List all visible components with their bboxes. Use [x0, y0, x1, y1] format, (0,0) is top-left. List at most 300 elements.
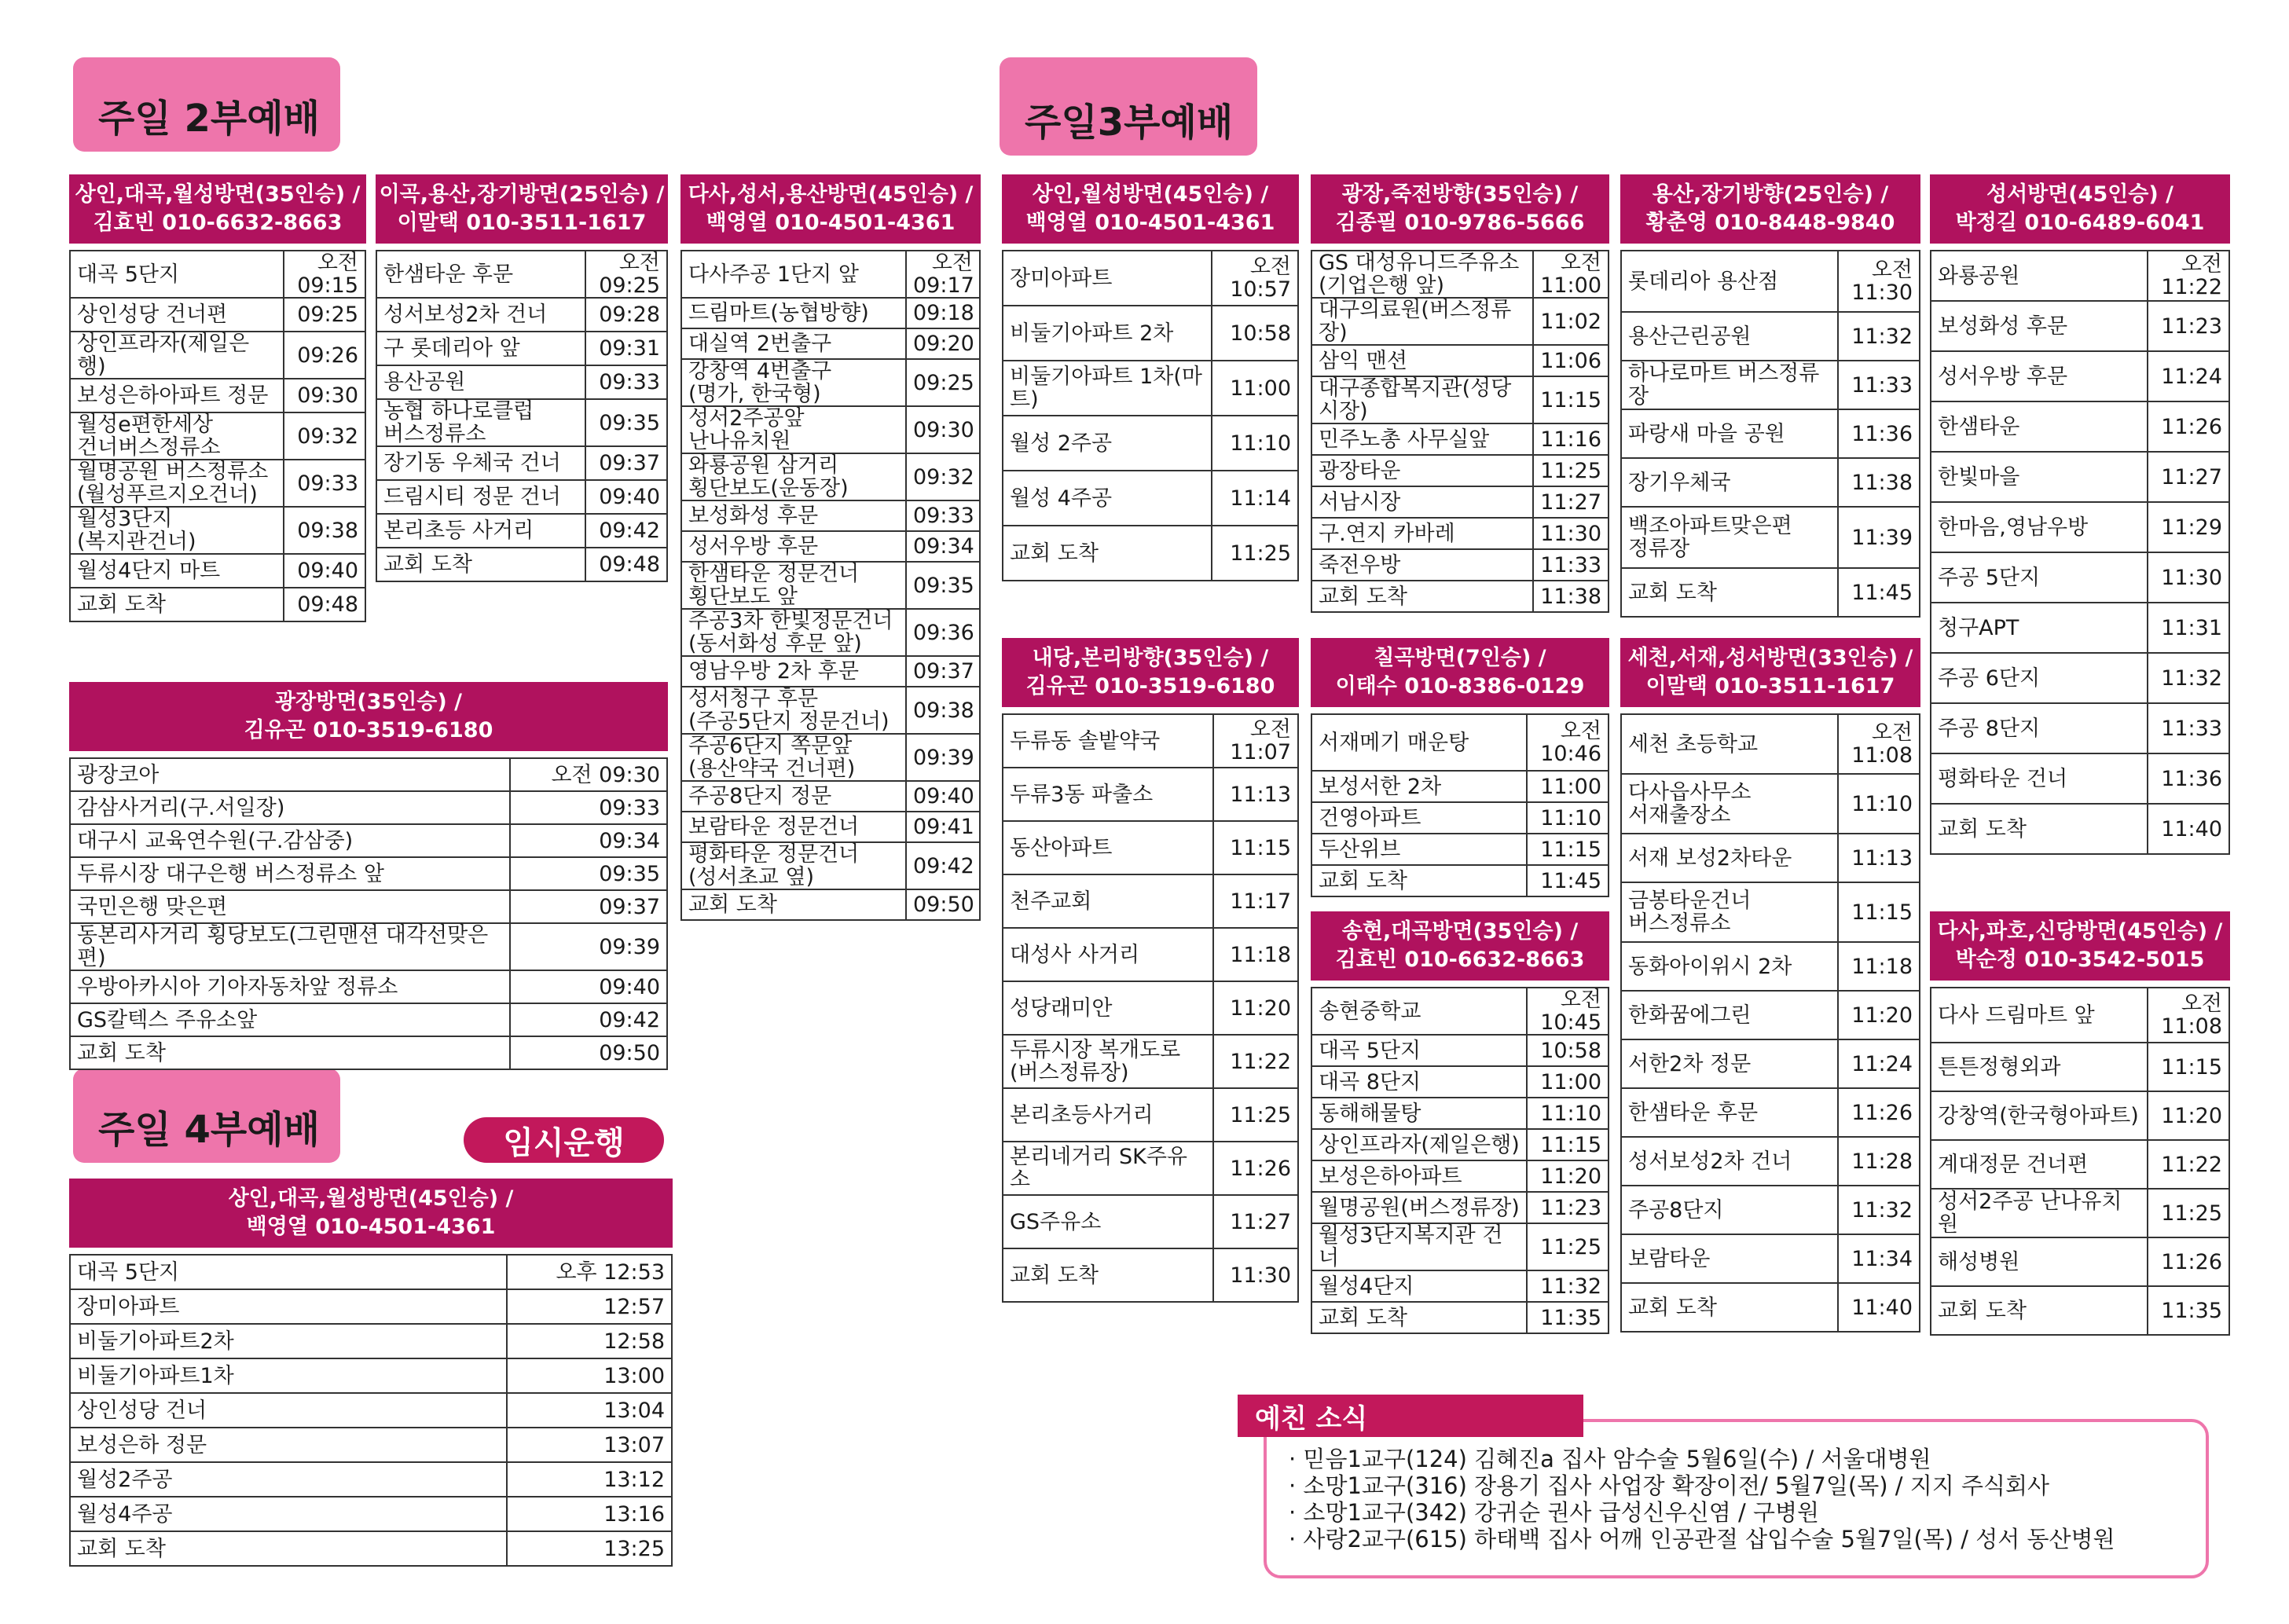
table-row — [1621, 507, 1920, 568]
stop-name: 와룡공원 삼거리 횡단보도(운동장) — [681, 453, 906, 500]
stop-time: 11:25 — [1212, 526, 1298, 581]
stop-time: 11:31 — [2148, 603, 2229, 653]
stop-time: 오전 11:22 — [2148, 251, 2229, 301]
stop-name: 두류3동 파출소 — [1003, 768, 1213, 821]
stop-name: 월성3단지복지관 건너 — [1311, 1223, 1527, 1270]
stop-time: 11:13 — [1213, 768, 1298, 821]
table-row — [1311, 1160, 1609, 1192]
table-row — [1621, 774, 1920, 834]
stop-time: 09:48 — [284, 588, 365, 621]
stop-time: 11:15 — [1527, 834, 1609, 865]
stop-name: 본리네거리 SK주유소 — [1003, 1142, 1213, 1195]
stop-time: 11:10 — [1212, 416, 1298, 471]
table-row — [1003, 1142, 1298, 1195]
stop-time: 09:35 — [510, 857, 667, 890]
route-card — [69, 1179, 673, 1567]
stop-time: 09:41 — [906, 812, 980, 842]
stop-time: 11:15 — [2148, 1043, 2229, 1091]
stop-table — [1311, 987, 1609, 1334]
stop-time: 09:40 — [585, 480, 667, 514]
stop-name: 보람타운 정문건너 — [681, 812, 906, 842]
stop-name: 구.연지 카바레 — [1311, 518, 1533, 549]
route-header — [1620, 638, 1920, 707]
stop-name: 한샘타운 후문 — [1621, 1088, 1838, 1137]
stop-table — [680, 250, 981, 921]
stop-name: 와룡공원 — [1931, 251, 2148, 301]
table-row — [1621, 1137, 1920, 1186]
table-row — [376, 480, 667, 514]
stop-name: 보성화성 후문 — [681, 500, 906, 531]
route-header — [1930, 911, 2230, 981]
stop-time: 09:39 — [510, 923, 667, 970]
stop-name: 월명공원 버스정류소 (월성푸르지오건너) — [70, 460, 284, 507]
stop-name: 비둘기아파트1차 — [70, 1358, 507, 1393]
stop-name: 성서보성2차 건너 — [1621, 1137, 1838, 1186]
table-row — [70, 298, 365, 332]
table-row — [1003, 981, 1298, 1035]
route-name: 다사,파호,신당방면(45인승) / — [1937, 919, 2223, 944]
route-header — [69, 1179, 673, 1248]
table-row — [1003, 768, 1298, 821]
table-row — [1621, 882, 1920, 942]
stop-name: 다사읍사무소 서재출장소 — [1621, 774, 1838, 834]
table-row — [376, 251, 667, 298]
stop-name: 다사 드림마트 앞 — [1931, 988, 2148, 1043]
stop-name: 파랑새 마을 공원 — [1621, 409, 1838, 458]
stop-time: 09:30 — [284, 379, 365, 412]
table-row — [1621, 991, 1920, 1039]
route-name: 송현,대곡방면(35인승) / — [1341, 919, 1579, 944]
table-row — [376, 365, 667, 399]
table-row — [70, 1428, 672, 1462]
route-header — [680, 174, 981, 244]
table-row — [1931, 552, 2229, 603]
route-header — [1311, 638, 1609, 707]
route-name: 성서방면(45인승) / — [1986, 182, 2173, 207]
table-row — [1621, 942, 1920, 991]
stop-table — [1311, 250, 1609, 613]
table-row — [1621, 361, 1920, 409]
stop-time: 09:32 — [906, 453, 980, 500]
route-header — [1002, 638, 1299, 707]
stop-time: 10:58 — [1212, 306, 1298, 361]
stop-time: 11:28 — [1838, 1137, 1920, 1186]
stop-name: 우방아카시아 기아자동차앞 정류소 — [70, 970, 510, 1003]
stop-name: GS 대성유니드주유소 (기업은행 앞) — [1311, 251, 1533, 298]
stop-name: 대곡 5단지 — [1311, 1035, 1527, 1066]
stop-time: 11:27 — [2148, 452, 2229, 502]
stop-name: 해성병원 — [1931, 1237, 2148, 1286]
table-row — [681, 328, 980, 359]
stop-time: 오전 11:00 — [1533, 251, 1609, 298]
table-row — [681, 889, 980, 920]
stop-time: 12:58 — [507, 1324, 672, 1358]
stop-name: 주공 8단지 — [1931, 703, 2148, 753]
stop-name: 교회 도착 — [1311, 1302, 1527, 1333]
table-row — [1931, 1043, 2229, 1091]
stop-name: 성당래미안 — [1003, 981, 1213, 1035]
stop-time: 오전 11:08 — [1838, 714, 1920, 774]
table-row — [1931, 1189, 2229, 1237]
stop-time: 11:00 — [1527, 1066, 1609, 1098]
stop-time: 11:26 — [2148, 1237, 2229, 1286]
stop-name: 주공6단지 쪽문앞 (용산약국 건너편) — [681, 734, 906, 781]
stop-time: 오전 11:07 — [1213, 714, 1298, 768]
table-row — [376, 399, 667, 446]
table-row — [1931, 351, 2229, 401]
news-item: · 소망1교구(316) 장용기 집사 사업장 확장이전/ 5월7일(목) / 지지 주식회사 — [1289, 1472, 2050, 1499]
stop-name: 국민은행 맞은편 — [70, 890, 510, 923]
route-header — [69, 682, 668, 751]
stop-time: 11:10 — [1527, 1098, 1609, 1129]
stop-time: 09:37 — [510, 890, 667, 923]
table-row — [1003, 1248, 1298, 1302]
route-card — [1311, 174, 1609, 613]
route-name: 상인,대곡,월성방면(45인승) / — [228, 1186, 514, 1211]
stop-name: 교회 도착 — [1311, 581, 1533, 612]
stop-time: 11:36 — [1838, 409, 1920, 458]
route-name: 이곡,용산,장기방면(25인승) / — [379, 182, 665, 207]
stop-name: 교회 도착 — [70, 1531, 507, 1566]
table-row — [70, 251, 365, 298]
route-card — [1311, 911, 1609, 1334]
table-row — [1003, 874, 1298, 928]
stop-name: 성서2주공앞 난나유치원 — [681, 406, 906, 453]
table-row — [70, 1462, 672, 1497]
table-row — [1311, 1129, 1609, 1160]
service-4-title: 주일 4부예배 — [98, 1108, 320, 1152]
stop-name: 월성2주공 — [70, 1462, 507, 1497]
stop-time: 09:39 — [906, 734, 980, 781]
service-2-title: 주일 2부예배 — [98, 97, 320, 141]
table-row — [70, 890, 667, 923]
table-row — [70, 1324, 672, 1358]
table-row — [70, 758, 667, 791]
stop-time: 10:58 — [1527, 1035, 1609, 1066]
stop-time: 11:27 — [1213, 1195, 1298, 1248]
stop-name: 주공8단지 정문 — [681, 781, 906, 812]
stop-time: 11:35 — [1527, 1302, 1609, 1333]
stop-name: 상인성당 건너 — [70, 1393, 507, 1428]
stop-name: 광장코아 — [70, 758, 510, 791]
stop-time: 오후 12:53 — [507, 1255, 672, 1289]
table-row — [1311, 298, 1609, 345]
table-row — [1621, 568, 1920, 617]
stop-name: 월성4단지 — [1311, 1270, 1527, 1302]
stop-name: 서남시장 — [1311, 486, 1533, 518]
stop-name: 월성3단지 (복지관건너) — [70, 507, 284, 554]
driver-contact: 박정길 010-6489-6041 — [1955, 211, 2205, 235]
table-row — [70, 824, 667, 857]
table-row — [70, 1003, 667, 1036]
route-name: 다사,성서,용산방면(45인승) / — [688, 182, 974, 207]
service-3-banner — [1000, 57, 1257, 156]
route-card — [680, 174, 981, 921]
table-row — [1931, 251, 2229, 301]
stop-time: 09:34 — [510, 824, 667, 857]
route-name: 칠곡방면(7인승) / — [1374, 646, 1546, 670]
table-row — [1311, 376, 1609, 423]
table-row — [1003, 821, 1298, 874]
stop-name: 성서우방 후문 — [681, 531, 906, 562]
table-row — [1311, 345, 1609, 376]
stop-time: 13:25 — [507, 1531, 672, 1566]
stop-time: 11:10 — [1838, 774, 1920, 834]
route-name: 용산,장기방향(25인승) / — [1652, 182, 1889, 207]
driver-contact: 김효빈 010-6632-8663 — [93, 211, 343, 235]
stop-time: 11:16 — [1533, 423, 1609, 455]
stop-name: 평화타운 건너 — [1931, 753, 2148, 804]
stop-name: 교회 도착 — [1003, 526, 1212, 581]
stop-name: 동산아파트 — [1003, 821, 1213, 874]
table-row — [376, 332, 667, 365]
driver-contact: 이태수 010-8386-0129 — [1335, 674, 1585, 698]
stop-time: 11:30 — [1533, 518, 1609, 549]
stop-time: 11:00 — [1527, 771, 1609, 802]
stop-name: 대곡 5단지 — [70, 251, 284, 298]
table-row — [1311, 581, 1609, 612]
stop-time: 오전 10:45 — [1527, 988, 1609, 1035]
stop-time: 09:37 — [906, 656, 980, 687]
stop-name: 서한2차 정문 — [1621, 1039, 1838, 1088]
table-row — [681, 500, 980, 531]
stop-name: 교회 도착 — [70, 1036, 510, 1069]
stop-table — [1930, 250, 2230, 855]
stop-name: 교회 도착 — [1003, 1248, 1213, 1302]
route-card — [376, 174, 668, 582]
stop-time: 11:25 — [2148, 1189, 2229, 1237]
table-row — [681, 687, 980, 734]
table-row — [1311, 714, 1609, 771]
service-2-banner — [73, 57, 340, 152]
stop-name: 비둘기아파트 2차 — [1003, 306, 1212, 361]
table-row — [1931, 401, 2229, 452]
table-row — [70, 1255, 672, 1289]
stop-time: 11:27 — [1533, 486, 1609, 518]
stop-table — [1620, 250, 1920, 618]
stop-name: 평화타운 정문건너 (성서초교 옆) — [681, 842, 906, 889]
stop-table — [69, 757, 668, 1070]
table-row — [1621, 458, 1920, 507]
stop-time: 11:38 — [1838, 458, 1920, 507]
stop-time: 11:14 — [1212, 471, 1298, 526]
table-row — [681, 453, 980, 500]
stop-name: 광장타운 — [1311, 455, 1533, 486]
stop-name: 천주교회 — [1003, 874, 1213, 928]
stop-time: 11:34 — [1838, 1234, 1920, 1283]
stop-table — [1311, 713, 1609, 897]
table-row — [1621, 251, 1920, 312]
temporary-service-badge: 임시운행 — [464, 1117, 664, 1163]
stop-name: 영남우방 2차 후문 — [681, 656, 906, 687]
table-row — [70, 412, 365, 460]
stop-time: 09:33 — [585, 365, 667, 399]
stop-time: 11:24 — [2148, 351, 2229, 401]
table-row — [1931, 502, 2229, 552]
stop-time: 11:13 — [1838, 834, 1920, 882]
stop-time: 11:40 — [1838, 1283, 1920, 1332]
table-row — [70, 1036, 667, 1069]
stop-time: 11:32 — [2148, 653, 2229, 703]
table-row — [1621, 1186, 1920, 1234]
stop-time: 11:32 — [1838, 1186, 1920, 1234]
route-card — [1930, 174, 2230, 855]
table-row — [376, 514, 667, 548]
route-name: 상인,대곡,월성방면(35인승) / — [75, 182, 361, 207]
stop-name: 교회 도착 — [681, 889, 906, 920]
route-card — [1002, 638, 1299, 1303]
stop-name: 월명공원(버스정류장) — [1311, 1192, 1527, 1223]
stop-name: 본리초등사거리 — [1003, 1088, 1213, 1142]
stop-table — [376, 250, 668, 582]
table-row — [1311, 771, 1609, 802]
table-row — [70, 923, 667, 970]
table-row — [1311, 1223, 1609, 1270]
stop-name: 건영아파트 — [1311, 802, 1527, 834]
stop-time: 오전 09:25 — [585, 251, 667, 298]
stop-name: 대성사 사거리 — [1003, 928, 1213, 981]
stop-time: 13:07 — [507, 1428, 672, 1462]
route-header — [1311, 911, 1609, 981]
route-card — [1311, 638, 1609, 897]
stop-time: 오전 10:57 — [1212, 251, 1298, 306]
stop-name: 강창역 4번출구 (명가, 한국형) — [681, 359, 906, 406]
stop-time: 11:22 — [1213, 1035, 1298, 1088]
driver-contact: 김유곤 010-3519-6180 — [244, 718, 493, 742]
stop-name: 동본리사거리 횡당보도(그린맨션 대각선맞은편) — [70, 923, 510, 970]
table-row — [681, 656, 980, 687]
stop-name: 송현중학교 — [1311, 988, 1527, 1035]
stop-name: 롯데리아 용산점 — [1621, 251, 1838, 312]
route-name: 세천,서재,성서방면(33인승) / — [1627, 646, 1913, 670]
stop-name: 청구APT — [1931, 603, 2148, 653]
news-title: 예친 소식 — [1238, 1395, 1583, 1437]
stop-name: 상인성당 건너편 — [70, 298, 284, 332]
stop-name: 한샘타운 후문 — [376, 251, 585, 298]
stop-time: 09:40 — [906, 781, 980, 812]
stop-name: GS주유소 — [1003, 1195, 1213, 1248]
driver-contact: 김유곤 010-3519-6180 — [1025, 674, 1275, 698]
table-row — [1003, 1035, 1298, 1088]
stop-time: 11:26 — [1838, 1088, 1920, 1137]
stop-time: 09:42 — [906, 842, 980, 889]
table-row — [1931, 653, 2229, 703]
stop-time: 09:38 — [284, 507, 365, 554]
table-row — [70, 588, 365, 621]
route-name: 광장,죽전방향(35인승) / — [1341, 182, 1579, 207]
stop-name: 백조아파트맞은편 정류장 — [1621, 507, 1838, 568]
news-item: · 사랑2교구(615) 하태백 집사 어깨 인공관절 삽입수술 5월7일(목) / 성서 동산병원 — [1289, 1526, 2115, 1553]
table-row — [1931, 1091, 2229, 1140]
table-row — [1003, 251, 1298, 306]
stop-time: 09:28 — [585, 298, 667, 332]
table-row — [1621, 1039, 1920, 1088]
stop-time: 13:00 — [507, 1358, 672, 1393]
stop-name: 교회 도착 — [1311, 865, 1527, 896]
table-row — [1621, 312, 1920, 361]
stop-name: 장미아파트 — [1003, 251, 1212, 306]
stop-time: 11:33 — [1838, 361, 1920, 409]
stop-name: 두류동 솔밭약국 — [1003, 714, 1213, 768]
route-header — [69, 174, 366, 244]
driver-contact: 이말택 010-3511-1617 — [1645, 674, 1895, 698]
table-row — [70, 1289, 672, 1324]
stop-name: 한빛마을 — [1931, 452, 2148, 502]
stop-name: 두산위브 — [1311, 834, 1527, 865]
stop-name: 주공3차 한빛정문건너 (동서화성 후문 앞) — [681, 609, 906, 656]
table-row — [1931, 1140, 2229, 1189]
stop-time: 11:18 — [1213, 928, 1298, 981]
stop-name: 대구의료원(버스정류장) — [1311, 298, 1533, 345]
table-row — [681, 609, 980, 656]
stop-time: 11:40 — [2148, 804, 2229, 854]
stop-name: 장미아파트 — [70, 1289, 507, 1324]
stop-table — [1930, 987, 2230, 1336]
table-row — [1311, 802, 1609, 834]
stop-time: 13:16 — [507, 1497, 672, 1531]
stop-name: 동화아이위시 2차 — [1621, 942, 1838, 991]
table-row — [1311, 1098, 1609, 1129]
table-row — [70, 332, 365, 379]
stop-name: 상인프라자(제일은행) — [1311, 1129, 1527, 1160]
table-row — [1311, 518, 1609, 549]
stop-name: 구 롯데리아 앞 — [376, 332, 585, 365]
stop-name: 다사주공 1단지 앞 — [681, 251, 906, 298]
stop-name: 대곡 8단지 — [1311, 1066, 1527, 1098]
stop-time: 11:20 — [1838, 991, 1920, 1039]
stop-name: 비둘기아파트2차 — [70, 1324, 507, 1358]
table-row — [1621, 714, 1920, 774]
table-row — [70, 1393, 672, 1428]
table-row — [681, 531, 980, 562]
stop-name: 보성은하 정문 — [70, 1428, 507, 1462]
stop-time: 11:33 — [1533, 549, 1609, 581]
stop-time: 09:33 — [510, 791, 667, 824]
stop-time: 11:26 — [2148, 401, 2229, 452]
driver-contact: 박순정 010-3542-5015 — [1955, 948, 2205, 972]
stop-name: 동해해물탕 — [1311, 1098, 1527, 1129]
route-header — [376, 174, 668, 244]
stop-time: 09:33 — [284, 460, 365, 507]
route-card — [1620, 638, 1920, 1333]
table-row — [1311, 251, 1609, 298]
table-row — [1931, 301, 2229, 351]
stop-time: 09:50 — [510, 1036, 667, 1069]
stop-name: 주공8단지 — [1621, 1186, 1838, 1234]
stop-name: 금봉타운건너 버스정류소 — [1621, 882, 1838, 942]
stop-name: 두류시장 복개도로 (버스정류장) — [1003, 1035, 1213, 1088]
stop-time: 11:33 — [2148, 703, 2229, 753]
route-card — [1002, 174, 1299, 581]
table-row — [70, 460, 365, 507]
stop-time: 11:39 — [1838, 507, 1920, 568]
route-header — [1311, 174, 1609, 244]
stop-time: 11:25 — [1527, 1223, 1609, 1270]
stop-name: 드림시티 정문 건너 — [376, 480, 585, 514]
stop-name: 보성서한 2차 — [1311, 771, 1527, 802]
stop-time: 오전 09:17 — [906, 251, 980, 298]
stop-time: 09:40 — [284, 554, 365, 588]
table-row — [1311, 1192, 1609, 1223]
service-3-title: 주일3부예배 — [1025, 101, 1234, 145]
stop-table — [69, 1254, 673, 1567]
stop-time: 11:38 — [1533, 581, 1609, 612]
news-item: · 소망1교구(342) 강귀순 권사 급성신우신염 / 구병원 — [1289, 1499, 1819, 1526]
route-header — [1620, 174, 1920, 244]
stop-time: 11:18 — [1838, 942, 1920, 991]
stop-name: 대실역 2번출구 — [681, 328, 906, 359]
stop-time: 11:15 — [1838, 882, 1920, 942]
